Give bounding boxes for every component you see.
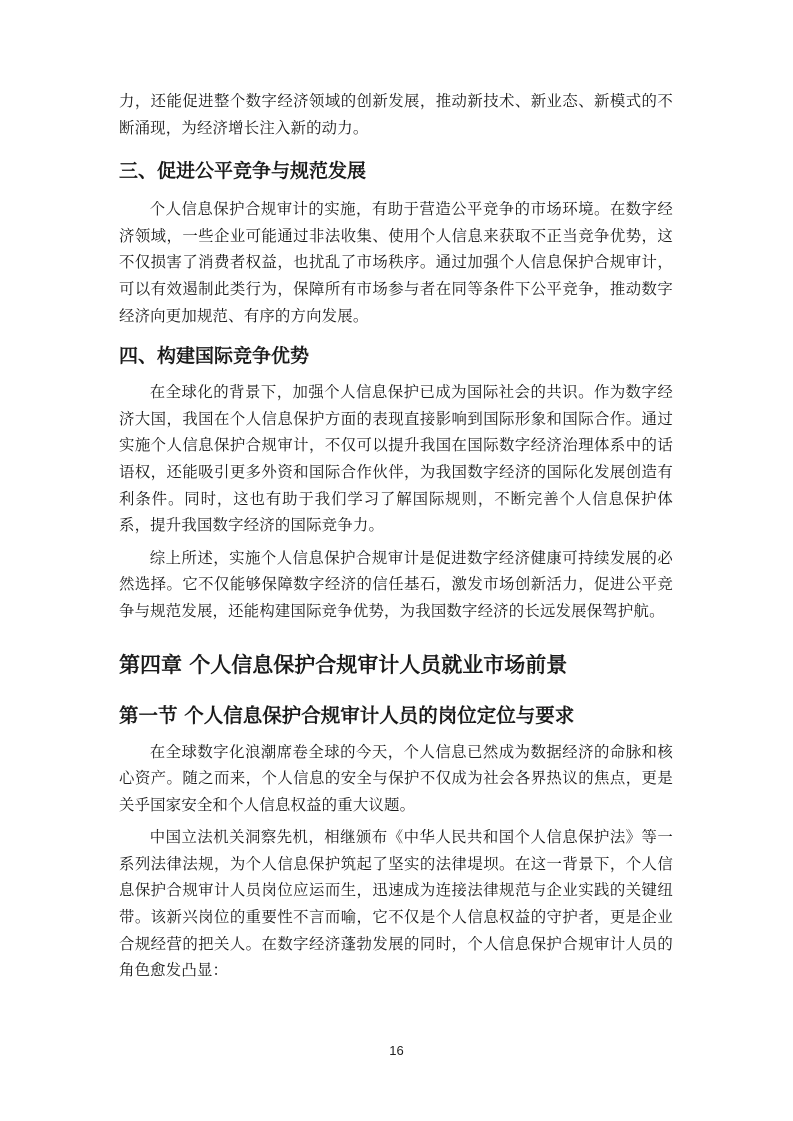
paragraph-legislation: 中国立法机关洞察先机，相继颁布《中华人民共和国个人信息保护法》等一系列法律法规，为个人信息保护筑起了坚实的法律堤坝。在这一背景下，个人信息保护合规审计人员岗位应运而生，迅速成为连接法律规范与企业实践的关键纽带。该新兴岗位的重要性不言而喻，它不仅是个人信息权益的守护者，更是企业合规经营的把关人。在数字经济蓬勃发展的同时，个人信息保护合规审计人员的角色愈发凸显： — [119, 828, 673, 980]
heading-four: 四、构建国际竞争优势 — [119, 345, 310, 368]
page-number: 16 — [389, 1043, 404, 1058]
paragraph-summary: 综上所述，实施个人信息保护合规审计是促进数字经济健康可持续发展的必然选择。它不仅能够保障数字经济的信任基石，激发市场创新活力，促进公平竞争与规范发展，还能构建国际竞争优势，为我国数字经济的长远发展保驾护航。 — [119, 548, 673, 620]
paragraph-background: 在全球数字化浪潮席卷全球的今天，个人信息已然成为数据经济的命脉和核心资产。随之而来，个人信息的安全与保护不仅成为社会各界热议的焦点，更是关乎国家安全和个人信息权益的重大议题。 — [119, 742, 673, 814]
paragraph-fair-competition: 个人信息保护合规审计的实施，有助于营造公平竞争的市场环境。在数字经济领域，一些企业可能通过非法收集、使用个人信息来获取不正当竞争优势，这不仅损害了消费者权益，也扰乱了市场秩序。通过加强个人信息保护合规审计，可以有效遏制此类行为，保障所有市场参与者在同等条件下公平竞争，推动数字经济向更加规范、有序的方向发展。 — [119, 200, 673, 325]
document-body — [119, 88, 673, 984]
paragraph-continuation: 力，还能促进整个数字经济领域的创新发展，推动新技术、新业态、新模式的不断涌现，为经济增长注入新的动力。 — [119, 92, 673, 137]
chapter-title: 第四章 个人信息保护合规审计人员就业市场前景 — [119, 652, 568, 677]
paragraph-international: 在全球化的背景下，加强个人信息保护已成为国际社会的共识。作为数字经济大国，我国在个人信息保护方面的表现直接影响到国际形象和国际合作。通过实施个人信息保护合规审计，不仅可以提升我国在国际数字经济治理体系中的话语权，还能吸引更多外资和国际合作伙伴，为我国数字经济的国际化发展创造有利条件。同时，这也有助于我们学习了解国际规则，不断完善个人信息保护体系，提升我国数字经济的国际竞争力。 — [119, 383, 673, 535]
heading-three: 三、促进公平竞争与规范发展 — [119, 160, 367, 183]
section-title: 第一节 个人信息保护合规审计人员的岗位定位与要求 — [119, 703, 575, 727]
